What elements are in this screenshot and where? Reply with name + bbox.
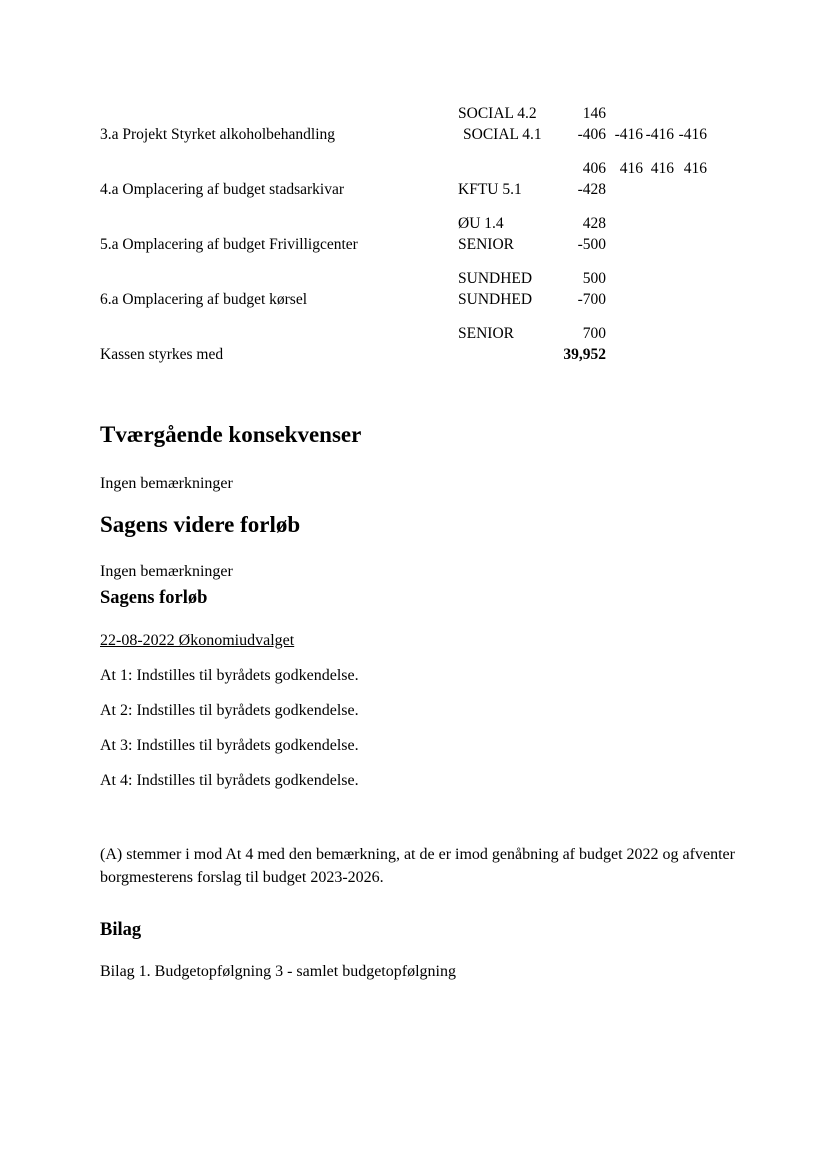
budget-item-label: 4.a Omplacering af budget stadsarkivar (100, 181, 345, 198)
budget-amount: 416 (683, 160, 707, 177)
budget-amount: 39,952 (563, 346, 606, 363)
budget-amount: 500 (582, 270, 606, 287)
meeting-date-line (100, 630, 736, 651)
budget-table-row (100, 103, 736, 124)
budget-amount: -416 (614, 126, 643, 143)
attachments-heading: Bilag (100, 920, 142, 940)
budget-item-label: 6.a Omplacering af budget kørsel (100, 291, 308, 308)
budget-amount: -428 (577, 181, 606, 198)
budget-table-row (100, 344, 736, 365)
budget-table-row (100, 213, 736, 234)
further-process-body: Ingen bemærkninger (100, 563, 233, 580)
budget-amount: -406 (577, 126, 606, 143)
budget-table (100, 103, 736, 365)
budget-category: SUNDHED (458, 270, 533, 287)
meeting-date-underlined-text: 22-08-2022 Økonomiudvalget (100, 632, 295, 649)
budget-category: SOCIAL 4.1 (463, 126, 542, 143)
budget-amount: -416 (678, 126, 707, 143)
budget-amount: -416 (645, 126, 674, 143)
budget-table-row (100, 289, 736, 310)
budget-amount: 146 (582, 105, 606, 122)
budget-amount: 428 (582, 215, 606, 232)
case-history-heading: Sagens forløb (100, 588, 208, 608)
budget-category: ØU 1.4 (458, 215, 504, 232)
decision-line-3: At 3: Indstilles til byrådets godkendelse. (100, 737, 359, 754)
attachment-item-1: Bilag 1. Budgetopfølgning 3 - samlet budgetopfølgning (100, 963, 456, 980)
budget-item-label: 3.a Projekt Styrket alkoholbehandling (100, 126, 336, 143)
budget-table-row (100, 158, 736, 179)
budget-amount: 416 (619, 160, 643, 177)
budget-category: SUNDHED (458, 291, 533, 308)
budget-table-row (100, 124, 736, 145)
budget-item-label: Kassen styrkes med (100, 346, 224, 363)
transverse-consequences-heading: Tværgående konsekvenser (100, 422, 362, 447)
budget-category: SENIOR (458, 236, 514, 253)
budget-amount: 700 (582, 325, 606, 342)
decision-line-2: At 2: Indstilles til byrådets godkendelse. (100, 702, 359, 719)
dissent-note: (A) stemmer i mod At 4 med den bemærkning, at de er imod genåbning af budget 2022 og afventer borgmesterens forslag til budget 2023-2026. (100, 846, 735, 886)
budget-amount: -700 (577, 291, 606, 308)
decision-line-4: At 4: Indstilles til byrådets godkendelse. (100, 772, 359, 789)
budget-category: SOCIAL 4.2 (458, 105, 537, 122)
budget-item-label: 5.a Omplacering af budget Frivilligcenter (100, 236, 358, 253)
budget-table-row (100, 323, 736, 344)
budget-category: SENIOR (458, 325, 514, 342)
budget-table-row (100, 268, 736, 289)
budget-amount: -500 (577, 236, 606, 253)
budget-amount: 406 (582, 160, 606, 177)
budget-table-row (100, 179, 736, 200)
budget-table-row (100, 234, 736, 255)
further-process-heading: Sagens videre forløb (100, 512, 301, 537)
decision-line-1: At 1: Indstilles til byrådets godkendelse. (100, 667, 359, 684)
transverse-consequences-body: Ingen bemærkninger (100, 475, 233, 492)
budget-category: KFTU 5.1 (458, 181, 522, 198)
budget-amount: 416 (650, 160, 674, 177)
